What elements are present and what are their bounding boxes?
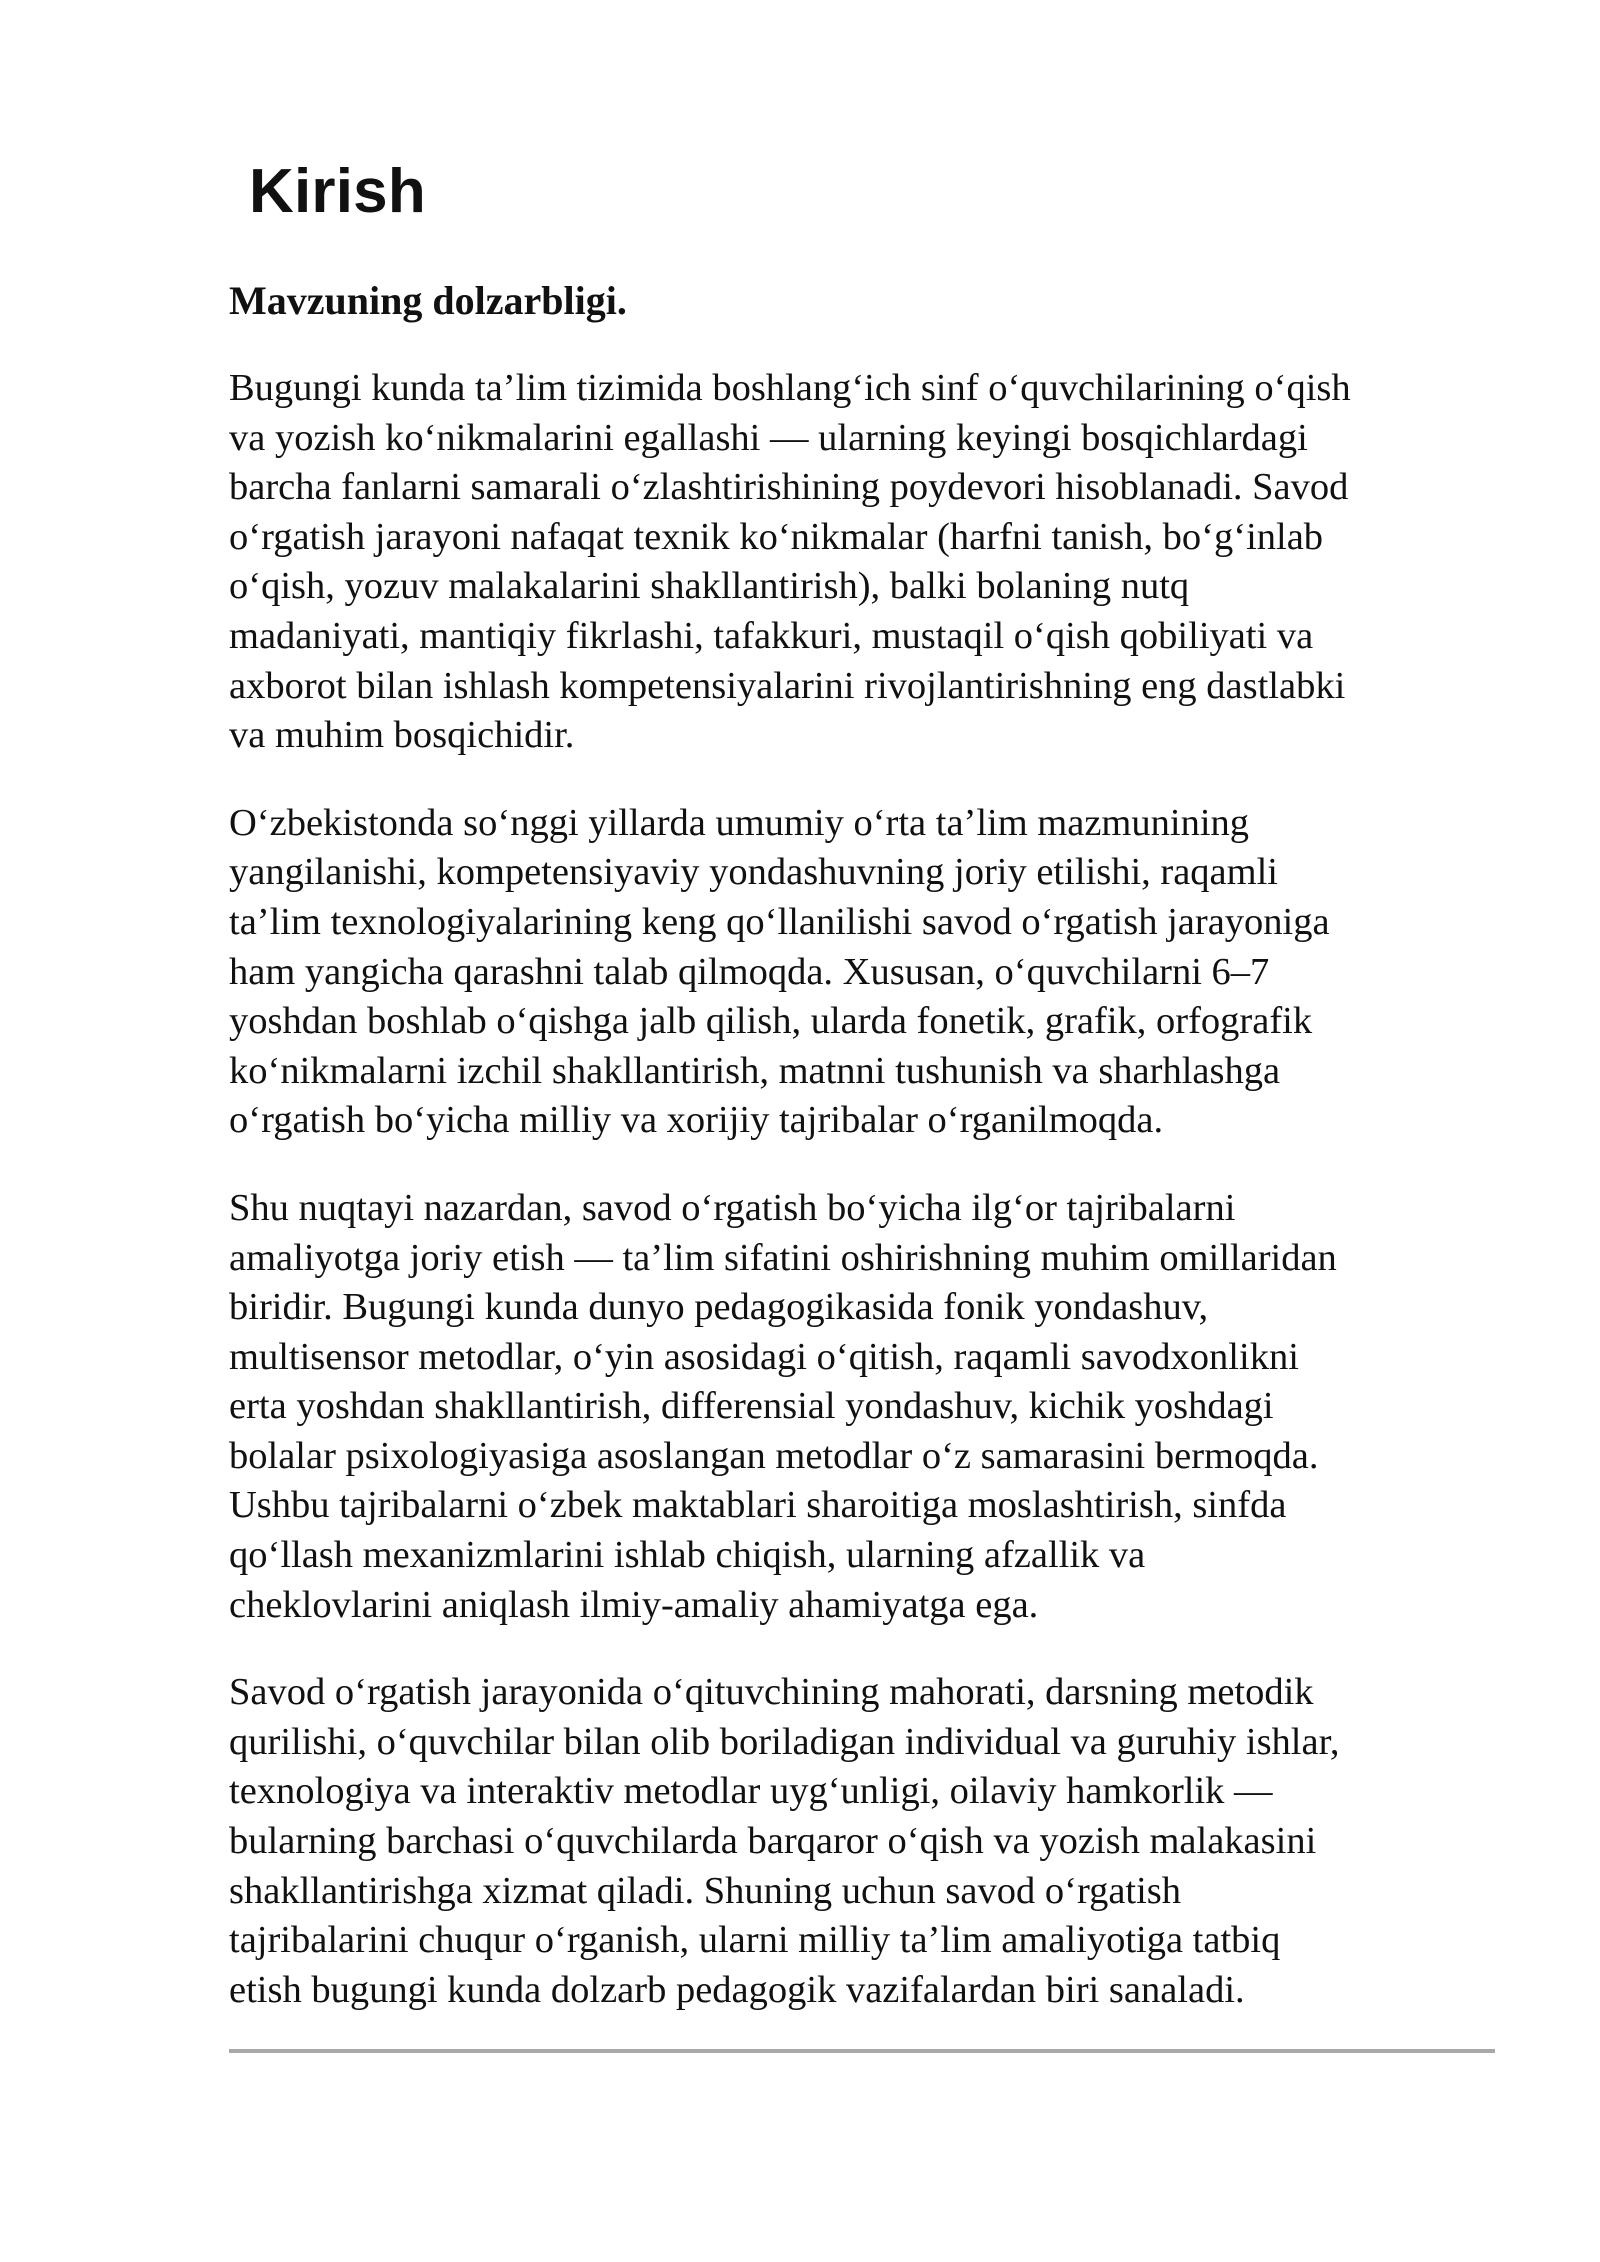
- text-line: O‘zbekistonda so‘nggi yillarda umumiy o‘rta ta’lim mazmunining: [229, 801, 1250, 844]
- text-line: barcha fanlarni samarali o‘zlashtirishining poydevori hisoblanadi. Savod: [229, 466, 1349, 509]
- text-line: ko‘nikmalarni izchil shakllantirish, matnni tushunish va sharhlashga: [229, 1049, 1281, 1092]
- section-heading: Mavzuning dolzarbligi.: [229, 278, 627, 323]
- text-line: biridir. Bugungi kunda dunyo pedagogikasida fonik yondashuv,: [229, 1286, 1209, 1329]
- text-line: Shu nuqtayi nazardan, savod o‘rgatish bo‘yicha ilg‘or tajribalarni: [229, 1186, 1236, 1229]
- text-line: Bugungi kunda ta’lim tizimida boshlang‘ich sinf o‘quvchilarining o‘qish: [229, 367, 1351, 409]
- text-line: amaliyotga joriy etish — ta’lim sifatini oshirishning muhim omillaridan: [229, 1236, 1337, 1279]
- text-line: multisensor metodlar, o‘yin asosidagi o‘qitish, raqamli savodxonlikni: [229, 1335, 1299, 1378]
- text-line: yoshdan boshlab o‘qishga jalb qilish, ularda fonetik, grafik, orfografik: [229, 1000, 1313, 1043]
- page-title: Kirish: [249, 157, 426, 226]
- paragraph: [229, 799, 1495, 1146]
- text-line: qo‘llash mexanizmlarini ishlab chiqish, ularning afzallik va: [229, 1534, 1146, 1577]
- text-line: o‘qish, yozuv malakalarini shakllantirish), balki bolaning nutq: [229, 565, 1190, 608]
- text-line: Savod o‘rgatish jarayonida o‘qituvchining mahorati, darsning metodik: [229, 1671, 1314, 1714]
- text-line: shakllantirishga xizmat qiladi. Shuning uchun savod o‘rgatish: [229, 1869, 1182, 1912]
- body-text: [229, 364, 1495, 2015]
- text-line: axborot bilan ishlash kompetensiyalarini rivojlantirishning eng dastlabki: [229, 664, 1346, 707]
- paragraph: [229, 1668, 1495, 2015]
- text-line: va muhim bosqichidir.: [229, 714, 575, 757]
- horizontal-rule: [229, 2049, 1495, 2053]
- text-line: etish bugungi kunda dolzarb pedagogik vazifalardan biri sanaladi.: [229, 1968, 1245, 2011]
- text-line: Ushbu tajribalarni o‘zbek maktablari sharoitiga moslashtirish, sinfda: [229, 1484, 1287, 1527]
- text-line: o‘rgatish jarayoni nafaqat texnik ko‘nikmalar (harfni tanish, bo‘g‘inlab: [229, 515, 1324, 558]
- text-line: bularning barchasi o‘quvchilarda barqaror o‘qish va yozish malakasini: [229, 1820, 1317, 1863]
- text-line: bolalar psixologiyasiga asoslangan metodlar o‘z samarasini bermoqda.: [229, 1434, 1319, 1477]
- text-line: qurilishi, o‘quvchilar bilan olib boriladigan individual va guruhiy ishlar,: [229, 1720, 1340, 1763]
- text-line: madaniyati, mantiqiy fikrlashi, tafakkuri, mustaqil o‘qish qobiliyati va: [229, 614, 1314, 657]
- text-line: ta’lim texnologiyalarining keng qo‘llanilishi savod o‘rgatish jarayoniga: [229, 900, 1330, 943]
- document-page: [229, 150, 1495, 2015]
- text-line: texnologiya va interaktiv metodlar uyg‘unligi, oilaviy hamkorlik —: [229, 1770, 1273, 1813]
- text-line: va yozish ko‘nikmalarini egallashi — ularning keyingi bosqichlardagi: [229, 416, 1308, 459]
- paragraph: [229, 1184, 1495, 1630]
- text-line: erta yoshdan shakllantirish, differensial yondashuv, kichik yoshdagi: [229, 1385, 1274, 1428]
- text-line: o‘rgatish bo‘yicha milliy va xorijiy tajribalar o‘rganilmoqda.: [229, 1099, 1164, 1142]
- text-line: ham yangicha qarashni talab qilmoqda. Xususan, o‘quvchilarni 6–7: [229, 950, 1270, 993]
- text-line: yangilanishi, kompetensiyaviy yondashuvning joriy etilishi, raqamli: [229, 851, 1278, 894]
- text-line: tajribalarini chuqur o‘rganish, ularni milliy ta’lim amaliyotiga tatbiq: [229, 1919, 1281, 1962]
- paragraph: [229, 364, 1495, 761]
- text-line: cheklovlarini aniqlash ilmiy-amaliy ahamiyatga ega.: [229, 1583, 1039, 1626]
